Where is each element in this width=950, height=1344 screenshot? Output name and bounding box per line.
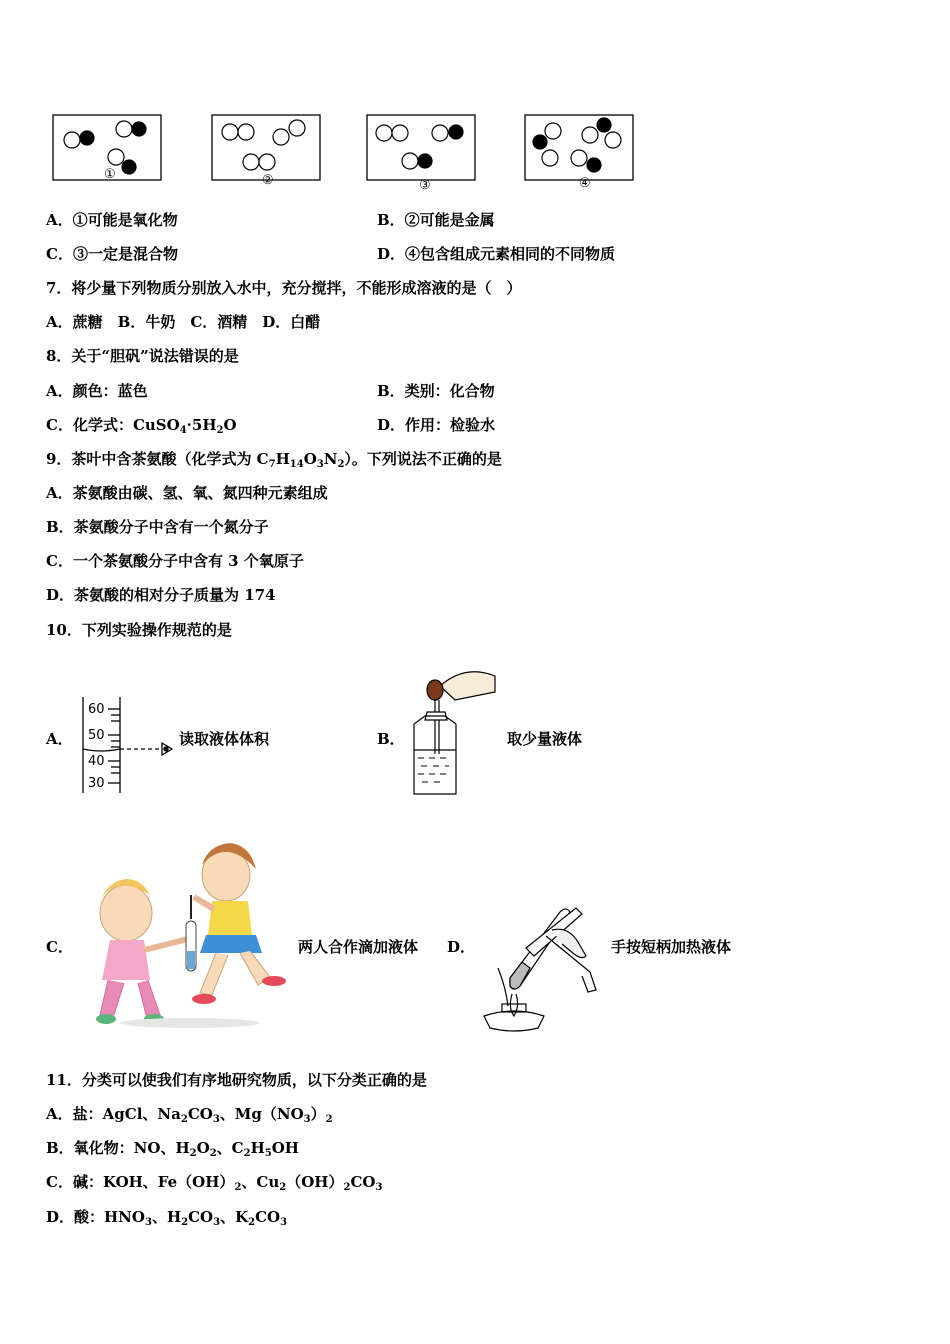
q9-stem: 9．茶叶中含茶氨酸（化学式为 $C_7H_{14}O_3N_2$）。下列说法不正确的是 xyxy=(46,450,502,470)
q8-option-d: D．作用：检验水 xyxy=(377,416,496,434)
q6-option-c: C．③一定是混合物 xyxy=(46,245,178,263)
q11-option-c: C．碱：KOH、$Fe(OH)_2$、$Cu_2(OH)_2CO_3$ xyxy=(46,1173,383,1193)
q10-option-c-text: 两人合作滴加液体 xyxy=(298,938,419,956)
q9-option-c: C．一个茶氨酸分子中含有 3 个氧原子 xyxy=(46,552,304,570)
q8-stem: 8．关于“胆矾”说法错误的是 xyxy=(46,347,239,365)
cylinder-tick-30: 30 xyxy=(88,776,105,791)
box-label-1: ① xyxy=(104,167,116,182)
q10-stem: 10．下列实验操作规范的是 xyxy=(46,621,232,639)
q10-option-d-text: 手按短柄加热液体 xyxy=(611,938,732,956)
q6-option-d: D．④包含组成元素相同的不同物质 xyxy=(377,245,616,263)
q11-stem: 11．分类可以使我们有序地研究物质，以下分类正确的是 xyxy=(46,1071,427,1089)
box-label-4: ④ xyxy=(579,176,591,191)
q11-option-b: B．氧化物：NO、$H_2O_2$、$C_2H_5OH$ xyxy=(46,1139,299,1159)
q9-option-a: A．茶氨酸由碳、氢、氧、氮四种元素组成 xyxy=(46,484,328,502)
cylinder-tick-40: 40 xyxy=(88,754,105,769)
q10-option-b-text: 取少量液体 xyxy=(507,730,583,748)
q10-option-d-letter: D． xyxy=(447,938,476,956)
box-label-3: ③ xyxy=(419,178,431,193)
q9-option-b: B．茶氨酸分子中含有一个氮分子 xyxy=(46,518,269,536)
q7-stem: 7．将少量下列物质分别放入水中，充分搅拌，不能形成溶液的是（ ） xyxy=(46,279,522,297)
graduated-cylinder-figure xyxy=(78,695,183,797)
q10-option-c-letter: C． xyxy=(46,938,73,956)
q11-option-a: A．盐：AgCl、$Na_2CO_3$、$Mg(NO_3)_2$ xyxy=(46,1105,333,1125)
q11-option-d: D．酸：$HNO_3$、$H_2CO_3$、$K_2CO_3$ xyxy=(46,1208,288,1228)
children-dropping-figure xyxy=(80,835,295,1030)
q8-option-c: C．化学式：$CuSO_4\cdot 5H_2O$ xyxy=(46,416,237,436)
q10-option-a-text: 读取液体体积 xyxy=(179,730,270,748)
cylinder-tick-50: 50 xyxy=(88,728,105,743)
q9-option-d: D．茶氨酸的相对分子质量为 174 xyxy=(46,586,276,604)
q6-option-b: B．②可能是金属 xyxy=(377,211,495,229)
dropper-bottle-figure xyxy=(405,666,500,798)
molecule-diagrams xyxy=(45,105,645,195)
q6-option-a: A．①可能是氧化物 xyxy=(46,211,178,229)
q8-option-a: A．颜色：蓝色 xyxy=(46,382,148,400)
q10-option-a-letter: A． xyxy=(46,730,73,748)
cylinder-tick-60: 60 xyxy=(88,702,105,717)
box-label-2: ② xyxy=(262,173,274,188)
q7-options: A．蔗糖 B．牛奶 C．酒精 D．白醋 xyxy=(46,313,321,331)
q8-option-b: B．类别：化合物 xyxy=(377,382,495,400)
q10-option-b-letter: B． xyxy=(377,730,405,748)
heating-test-tube-figure xyxy=(478,898,608,1033)
